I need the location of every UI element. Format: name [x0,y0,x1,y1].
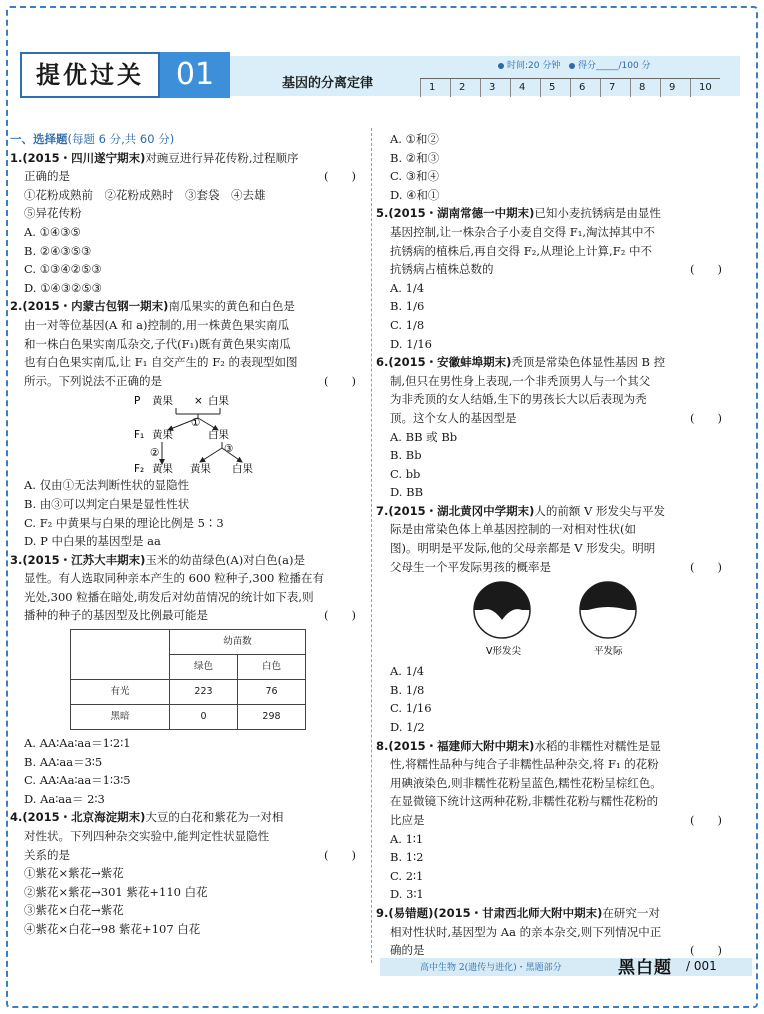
option-b[interactable]: B. ②④③⑤③ [24,243,92,258]
question-stem [376,204,732,223]
option-a[interactable]: A. 1/4 [390,280,425,295]
question-stem [376,353,732,372]
p-white-label: 白果 [208,395,229,408]
v-shaped-hairline-icon [474,582,530,638]
stem-line: 制,但只在男性身上表现,一个非秃顶男人与一个其父 [390,373,651,388]
stem-line: 用碘液染色,则非糯性花粉呈蓝色,糯性花粉呈棕红色。 [390,775,662,790]
stem-items: ④紫花×白花→98 紫花+107 白花 [24,922,201,936]
table-row [71,705,306,730]
hairline-figure [376,580,732,660]
stem-line [10,606,366,625]
stem-line: 对豌豆进行异花传粉,过程顺序 [145,150,299,165]
option-a[interactable]: A. ①④③⑤ [24,224,81,239]
cross-symbol: × [194,395,203,408]
stem-line: 对性状。下列四种杂交实验中,能判定性状显隐性 [24,829,270,844]
question-number: 4. [10,810,23,825]
question-source: (2015・北京海淀期末) [22,810,146,825]
scale-tick: 8 [630,79,660,97]
question-source: (2015・安徽蚌埠期末) [388,355,512,370]
option-d[interactable]: D. ④和① [390,187,440,202]
answer-bracket[interactable]: ( ) [690,262,722,277]
question-stem [10,551,366,570]
stem-line: 已知小麦抗锈病是由显性 [534,206,661,221]
stem-line: 为非秃顶的女人结婚,生下的男孩长大以后表现为秃 [390,392,647,407]
unit-number: 01 [160,52,230,98]
option-c[interactable]: C. F₂ 中黄果与白果的理论比例是 5∶3 [24,515,224,530]
stem-line [10,167,366,186]
stem-text: 所示。下列说法不正确的是 [24,373,162,388]
stem-line: 性,将糯性品种与纯合子非糯性品种杂交,将 F₁ 的花粉 [390,757,659,772]
option-a[interactable]: A. BB 或 Bb [390,429,458,444]
option-b[interactable]: B. Bb [390,448,422,463]
stem-text: 确的是 [390,943,425,958]
question-stem [376,502,732,521]
section-heading [10,130,366,149]
table-row [71,680,306,705]
stem-line: 人的前额 V 形发尖与平发 [534,503,666,518]
left-column [10,130,366,939]
cross-number-2: ② [150,447,160,460]
question-5 [376,204,732,353]
section-title: 一、选择题 [10,132,68,146]
question-number: 9. [376,905,389,920]
generation-f1-label: F₁ [134,429,145,442]
option-d[interactable]: D. 3∶1 [390,887,424,902]
stem-line: 南瓜果实的黄色和白色是 [168,299,295,314]
score-field: 得分_____/100 分 [577,61,651,71]
option-c[interactable]: C. bb [390,466,421,481]
question-number: 1. [10,150,23,165]
option-a[interactable]: A. ①和② [390,132,439,146]
question-6 [376,353,732,502]
stem-line: 玉米的幼苗绿色(A)对白色(a)是 [145,552,306,567]
f2-yellow-label: 黄果 [152,463,173,476]
question-3 [10,551,366,809]
scale-tick: 10 [690,79,720,97]
answer-bracket[interactable]: ( ) [690,559,722,574]
question-number: 5. [376,206,389,221]
stem-line: 显性。有人选取同种亲本产生的 600 粒种子,300 粒播在有 [24,571,325,586]
question-source: (2015・江苏大丰期末) [22,552,146,567]
generation-p-label: P [134,395,141,408]
stem-line: 大豆的白花和紫花为一对相 [145,810,284,825]
right-column [376,130,732,960]
answer-bracket[interactable]: ( ) [324,608,356,623]
bullet-icon [569,63,575,69]
stem-line: 由一对等位基因(A 和 a)控制的,用一株黄色果实南瓜 [24,317,290,332]
option-d[interactable]: D. BB [390,485,424,500]
scale-tick: 7 [600,79,630,97]
stem-line: 也有白色果实南瓜,让 F₁ 自交产生的 F₂ 的表现型如图 [24,355,298,370]
p-yellow-label: 黄果 [152,395,173,408]
question-4 [10,808,366,938]
stem-items: ②紫花×紫花→301 紫花+110 白花 [24,884,208,899]
cross-number-3: ③ [224,443,234,456]
scale-tick: 4 [510,79,540,97]
table-header: 白色 [238,655,306,680]
option-c[interactable]: C. AA∶Aa∶aa＝1∶3∶5 [24,773,131,788]
stem-line [10,372,366,391]
stem-text: 关系的是 [24,847,70,862]
scale-tick: 6 [570,79,600,97]
stem-line: 秃顶是常染色体显性基因 B 控 [511,355,666,370]
footer [380,958,752,976]
option-b[interactable]: B. 由③可以判定白果是显性性状 [24,496,190,511]
question-stem [10,808,366,827]
table-cell: 223 [170,680,238,705]
brand-logo: 黑白题 [618,958,672,978]
bullet-icon [498,63,504,69]
stem-line: 在显微镜下统计这两种花粉,非糯性花粉与糯性花粉的 [390,794,659,809]
stem-line: 在研究一对 [602,905,660,920]
question-stem [376,904,732,923]
page-title: 提优过关 [20,52,160,98]
stem-text: 抗锈病占植株总数的 [390,262,494,277]
option-a[interactable]: A. 仅由①无法判断性状的显隐性 [24,478,190,493]
question-number: 8. [376,738,389,753]
stem-items: ③紫花×白花→紫花 [24,903,124,918]
table-cell: 0 [170,705,238,730]
straight-hairline-icon [580,582,636,638]
footer-book-title: 高中生物 2(遗传与进化)・黑题部分 [420,963,562,973]
option-d[interactable]: D. P 中白果的基因型是 aa [24,534,161,549]
scale-tick: 2 [450,79,480,97]
v-hairline-label: V形发尖 [486,646,521,658]
option-b[interactable]: B. ②和③ [390,150,440,165]
option-d[interactable]: D. 1/2 [390,720,425,735]
stem-line: 和一株白色果实南瓜杂交,子代(F₁)既有黄色果实南瓜 [24,336,291,351]
question-8 [376,737,732,904]
stem-line [376,558,732,577]
answer-bracket[interactable]: ( ) [690,943,722,958]
scale-tick: 1 [420,79,450,97]
question-number: 7. [376,503,389,518]
option-d[interactable]: D. Aa∶aa＝ 2∶3 [24,791,105,806]
table-corner [71,630,170,680]
stem-line: 抗锈病的植株后,再自交得 F₂,从理论上计算,F₂ 中不 [390,243,652,258]
option-c[interactable]: C. 2∶1 [390,868,424,883]
question-source: (2015・湖南常德一中期末) [388,206,535,221]
option-a[interactable]: A. AA∶Aa∶aa＝1∶2∶1 [24,736,131,751]
time-limit: 时间:20 分钟 [507,61,561,71]
table-row [71,630,306,655]
answer-bracket[interactable]: ( ) [690,813,722,827]
stem-items: ①紫花×紫花→紫花 [24,866,124,881]
scale-tick: 5 [540,79,570,97]
column-divider [371,128,372,963]
question-source: (2015・内蒙古包钢一期末) [22,299,169,314]
answer-bracket[interactable]: ( ) [324,169,356,184]
straight-hairline-label: 平发际 [594,646,623,658]
stem-line [376,941,732,960]
stem-text: 正确的是 [24,169,70,184]
table-header: 幼苗数 [170,630,306,655]
score-scale [420,78,720,97]
option-d[interactable]: D. 1/16 [390,336,432,351]
f2-white-label: 白果 [232,463,253,476]
stem-line [376,811,732,830]
question-source: (2015・四川遂宁期末) [22,150,146,165]
stem-text: 比应是 [390,813,425,827]
option-c[interactable]: C. ①③④②⑤③ [24,262,102,277]
question-1 [10,149,366,298]
f1-yellow-label: 黄果 [152,429,173,442]
stem-line: 水稻的非糯性对糯性是显 [534,738,661,753]
stem-text: 父母生一个平发际男孩的概率是 [390,559,551,574]
stem-line: 相对性状时,基因型为 Aa 的亲本杂交,则下列情况中正 [390,924,662,939]
question-9 [376,904,732,960]
question-source: (2015・福建师大附中期末) [388,738,535,753]
question-stem [376,737,732,756]
question-number: 6. [376,355,389,370]
option-c[interactable]: C. 1/8 [390,317,425,332]
option-d[interactable]: D. ①④③②⑤③ [24,280,102,295]
question-2 [10,297,366,550]
stem-line: 际是由常染色体上单基因控制的一对相对性状(如 [390,522,636,537]
f1-white-label: 白果 [208,429,229,442]
stem-items: ①花粉成熟前 ②花粉成熟时 ③套袋 ④去雄 [24,187,266,202]
generation-f2-label: F₂ [134,463,145,476]
option-a[interactable]: A. 1∶1 [390,831,424,846]
option-b[interactable]: B. 1/8 [390,682,425,697]
option-b[interactable]: B. 1∶2 [390,850,424,865]
table-cell: 有光 [71,680,170,705]
question-stem [10,149,366,168]
table-cell: 黑暗 [71,705,170,730]
question-number: 3. [10,552,23,567]
stem-line: 图)。明明是平发际,他的父母亲都是 V 形发尖。明明 [390,541,656,556]
page-number: / 001 [686,959,717,973]
option-b[interactable]: B. 1/6 [390,299,425,314]
question-source: (2015・湖北黄冈中学期末) [388,503,535,518]
scale-tick: 3 [480,79,510,97]
option-a[interactable]: A. 1/4 [390,664,425,679]
stem-line: 光处,300 粒播在暗处,萌发后对幼苗情况的统计如下表,则 [24,589,314,604]
section-subtitle: (每题 6 分,共 60 分) [67,132,175,146]
topic-title: 基因的分离定律 [282,76,374,91]
stem-line: 基因控制,让一株杂合子小麦自交得 F₁,淘汰掉其中不 [390,224,656,239]
question-number: 2. [10,299,23,314]
stem-line [376,260,732,279]
question-source: (易错题)(2015・甘肃西北师大附中期末) [388,905,603,920]
answer-bracket[interactable]: ( ) [324,373,356,388]
option-b[interactable]: B. AA∶aa＝3∶5 [24,754,103,769]
f2-yellow-label: 黄果 [190,463,211,476]
answer-bracket[interactable]: ( ) [324,847,356,862]
option-c[interactable]: C. 1/16 [390,701,432,716]
arrow [200,448,222,462]
stem-items: ⑤异花传粉 [24,206,82,221]
table-header: 绿色 [170,655,238,680]
cross-number-1: ① [191,417,201,430]
time-score-info [498,58,651,71]
question-stem [10,297,366,316]
seedling-table [70,629,306,730]
pumpkin-cross-diagram [10,390,366,476]
question-7 [376,502,732,737]
table-cell: 298 [238,705,306,730]
scale-tick: 9 [660,79,690,97]
stem-line [10,846,366,865]
stem-text: 播种的种子的基因型及比例最可能是 [24,608,208,623]
option-c[interactable]: C. ③和④ [390,169,440,184]
stem-line [376,409,732,428]
table-cell: 76 [238,680,306,705]
stem-text: 顶。这个女人的基因型是 [390,410,517,425]
answer-bracket[interactable]: ( ) [690,410,722,425]
